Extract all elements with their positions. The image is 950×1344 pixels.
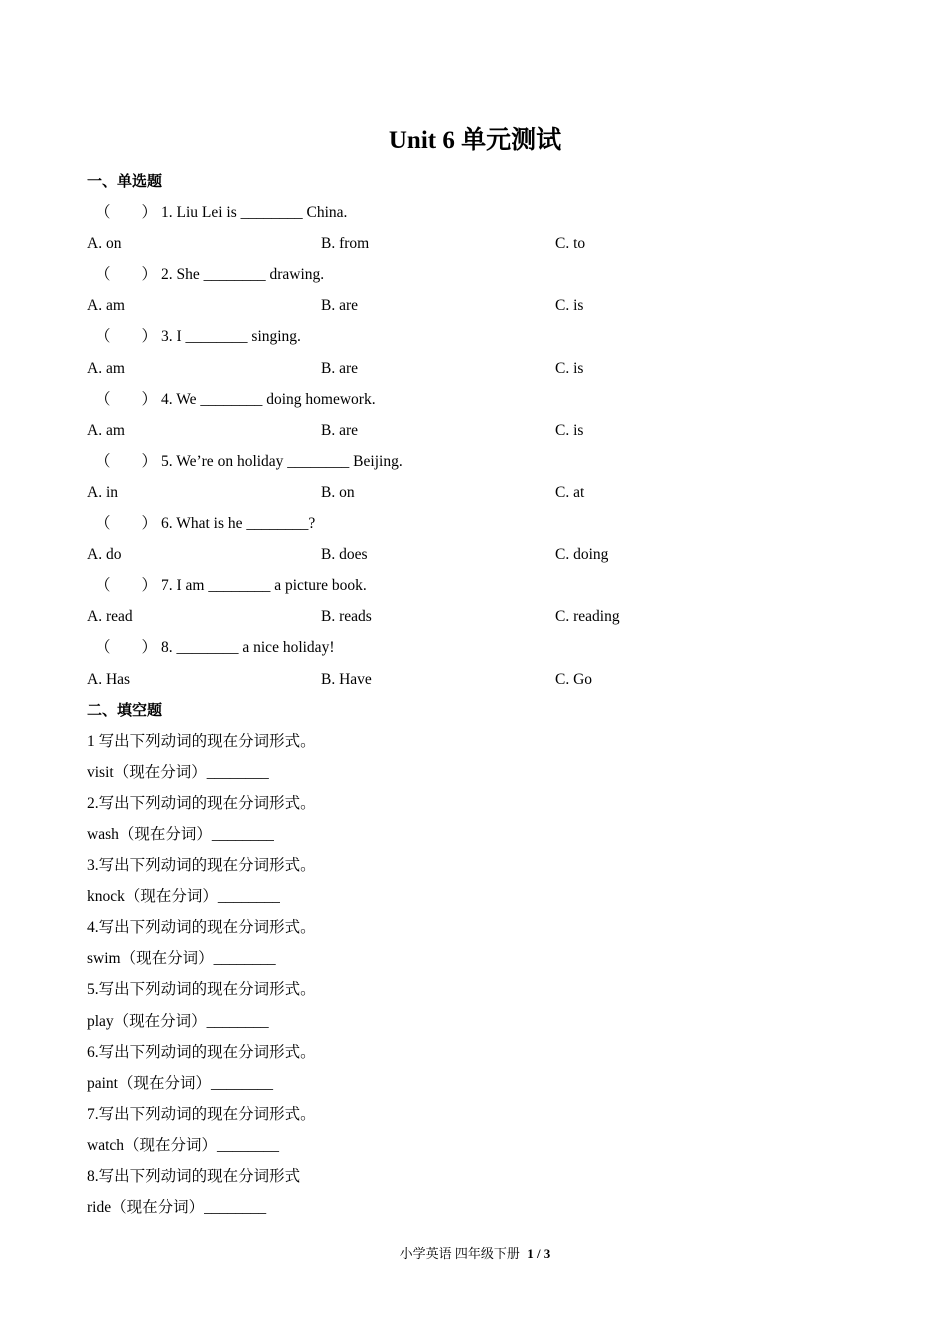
option-b: B. are — [321, 297, 359, 315]
question-stem — [87, 259, 887, 290]
answer-bracket: （ ） — [95, 266, 158, 284]
option-a: A. do — [87, 546, 122, 564]
fill-instruction: 1 写出下列动词的现在分词形式。 — [87, 732, 316, 750]
question-stem — [87, 197, 887, 228]
question-options — [87, 415, 887, 446]
option-a: A. am — [87, 359, 125, 377]
question-text: 5. We’re on holiday ________ Beijing. — [161, 452, 403, 470]
fill-prompt: play（现在分词）________ — [87, 1012, 269, 1030]
option-b: B. does — [321, 546, 368, 564]
option-a: A. am — [87, 421, 125, 439]
question-text: 3. I ________ singing. — [161, 328, 301, 346]
answer-bracket: （ ） — [95, 204, 158, 222]
page-footer — [0, 1244, 950, 1264]
fill-instruction: 7.写出下列动词的现在分词形式。 — [87, 1105, 316, 1123]
option-b: B. are — [321, 359, 359, 377]
fill-prompt: swim（现在分词）________ — [87, 950, 276, 968]
option-a: A. Has — [87, 670, 131, 688]
page-number: 1 / 3 — [527, 1246, 551, 1261]
option-b: B. reads — [321, 608, 372, 626]
fill-instruction: 3.写出下列动词的现在分词形式。 — [87, 857, 316, 875]
question-options — [87, 539, 887, 570]
question-stem — [87, 384, 887, 415]
fill-instruction: 6.写出下列动词的现在分词形式。 — [87, 1043, 316, 1061]
option-c: C. at — [555, 483, 585, 501]
option-b: B. on — [321, 483, 355, 501]
question-options — [87, 664, 887, 695]
fill-instruction: 5.写出下列动词的现在分词形式。 — [87, 981, 316, 999]
fill-instruction: 4.写出下列动词的现在分词形式。 — [87, 919, 316, 937]
footer-label: 小学英语 四年级下册 — [399, 1246, 520, 1261]
option-c: C. doing — [555, 546, 609, 564]
question-stem — [87, 508, 887, 539]
question-options — [87, 477, 887, 508]
option-a: A. in — [87, 483, 118, 501]
option-b: B. are — [321, 421, 359, 439]
question-options — [87, 353, 887, 384]
fill-instruction: 2.写出下列动词的现在分词形式。 — [87, 794, 316, 812]
question-stem — [87, 632, 887, 663]
question-stem — [87, 321, 887, 352]
option-b: B. from — [321, 235, 370, 253]
page-title: Unit 6 单元测试 — [388, 127, 562, 154]
option-c: C. is — [555, 421, 584, 439]
question-text: 2. She ________ drawing. — [161, 266, 325, 284]
option-c: C. is — [555, 359, 584, 377]
document-body — [87, 166, 887, 1223]
answer-bracket: （ ） — [95, 390, 158, 408]
fill-prompt: watch（现在分词）________ — [87, 1136, 280, 1154]
question-text: 1. Liu Lei is ________ China. — [161, 204, 348, 222]
option-c: C. to — [555, 235, 586, 253]
fill-prompt: knock（现在分词）________ — [87, 888, 280, 906]
fill-prompt: paint（现在分词）________ — [87, 1074, 273, 1092]
section-heading-fill-in: 二、填空题 — [87, 700, 163, 719]
fill-instruction: 8.写出下列动词的现在分词形式 — [87, 1168, 301, 1185]
fill-prompt: ride（现在分词）________ — [87, 1199, 267, 1217]
option-a: A. am — [87, 297, 125, 315]
question-options — [87, 228, 887, 259]
option-c: C. is — [555, 297, 584, 315]
question-options — [87, 290, 887, 321]
question-text: 8. ________ a nice holiday! — [161, 639, 335, 657]
question-text: 6. What is he ________? — [161, 515, 316, 533]
option-a: A. on — [87, 235, 122, 253]
question-options — [87, 601, 887, 632]
section-heading-single-choice: 一、单选题 — [87, 172, 163, 190]
answer-bracket: （ ） — [95, 639, 158, 657]
option-b: B. Have — [321, 670, 372, 688]
question-stem — [87, 570, 887, 601]
option-c: C. Go — [555, 670, 593, 688]
answer-bracket: （ ） — [95, 452, 158, 470]
question-text: 7. I am ________ a picture book. — [161, 577, 367, 595]
fill-prompt: visit（现在分词）________ — [87, 763, 269, 781]
answer-bracket: （ ） — [95, 515, 158, 533]
option-c: C. reading — [555, 608, 620, 626]
fill-prompt: wash（现在分词）________ — [87, 825, 274, 843]
option-a: A. read — [87, 608, 133, 626]
question-stem — [87, 446, 887, 477]
answer-bracket: （ ） — [95, 577, 158, 595]
answer-bracket: （ ） — [95, 328, 158, 346]
question-text: 4. We ________ doing homework. — [161, 390, 376, 408]
